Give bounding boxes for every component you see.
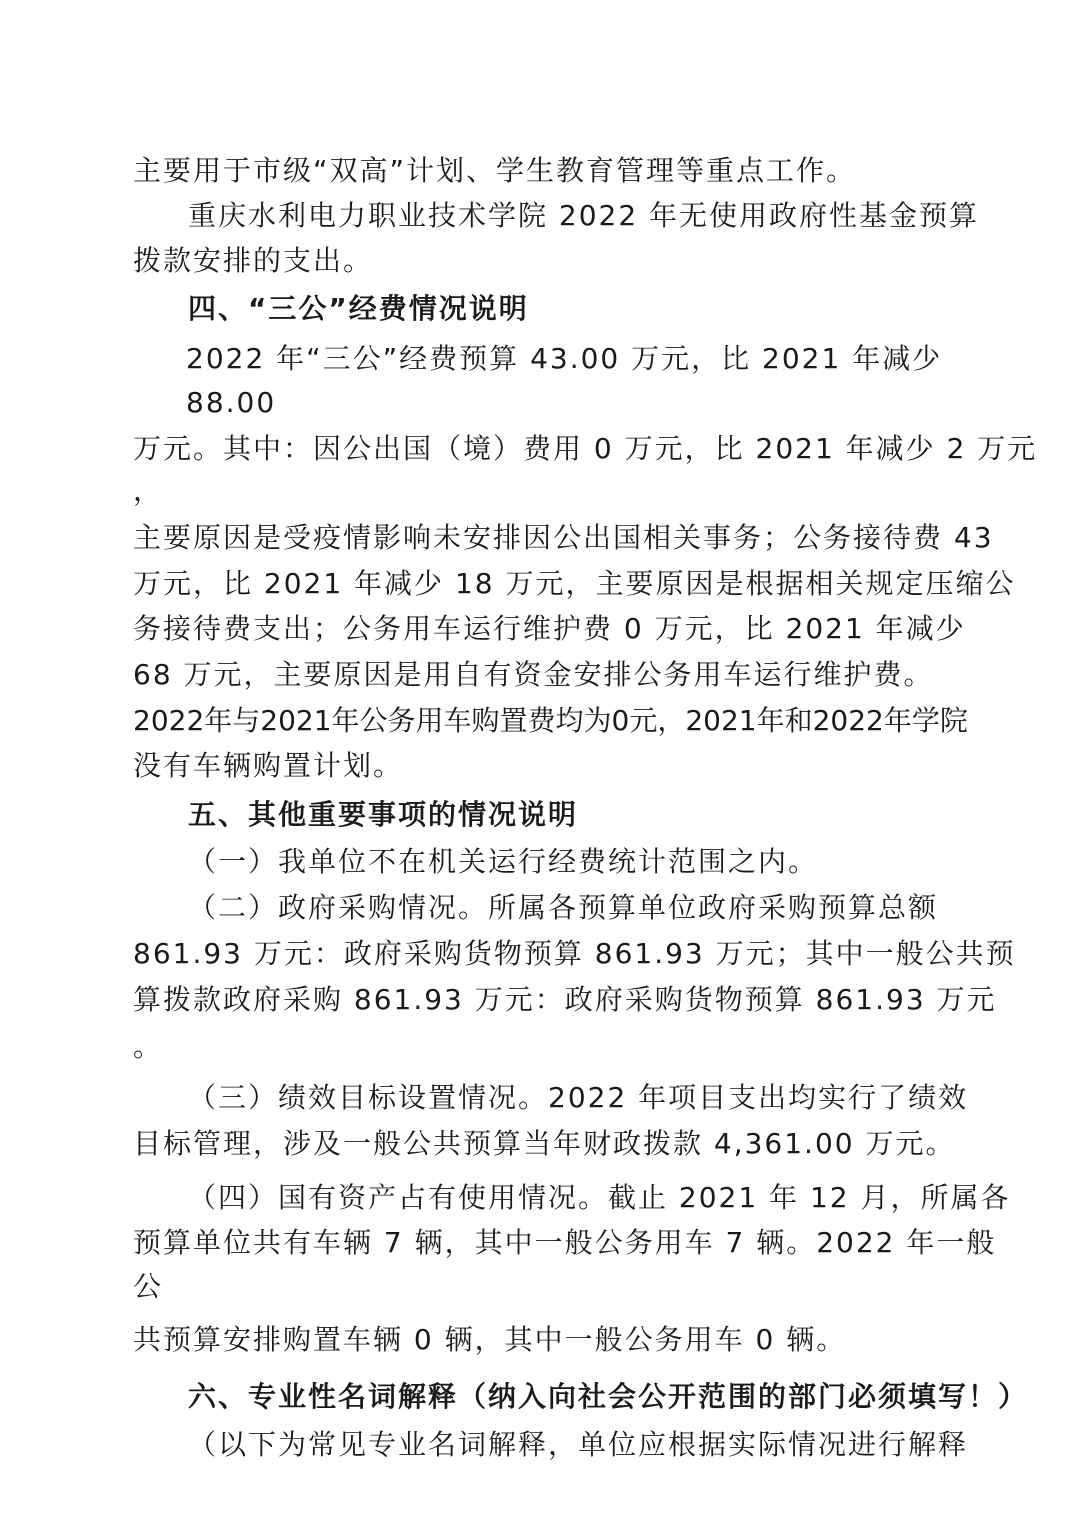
paragraph-line: 目标管理，涉及一般公共预算当年财政拨款 4,361.00 万元。 xyxy=(133,1127,956,1160)
paragraph-line: 务接待费支出；公务用车运行维护费 0 万元，比 2021 年减少 xyxy=(133,612,966,645)
paragraph-line: ， xyxy=(133,474,164,507)
paragraph-line: 88.00 xyxy=(186,386,277,419)
section-heading-6: 六、专业性名词解释（纳入向社会公开范围的部门必须填写！） xyxy=(188,1380,1029,1413)
paragraph-line: 算拨款政府采购 861.93 万元：政府采购货物预算 861.93 万元 xyxy=(133,983,997,1016)
paragraph-line: 861.93 万元：政府采购货物预算 861.93 万元；其中一般公共预 xyxy=(133,937,1016,970)
paragraph-line: 重庆水利电力职业技术学院 2022 年无使用政府性基金预算 xyxy=(188,199,980,232)
paragraph-line: 共预算安排购置车辆 0 辆，其中一般公务用车 0 辆。 xyxy=(133,1323,847,1356)
paragraph-line: （以下为常见专业名词解释，单位应根据实际情况进行解释 xyxy=(188,1428,969,1461)
section-heading-4: 四、“三公”经费情况说明 xyxy=(188,292,529,325)
paragraph-line: （三）绩效目标设置情况。2022 年项目支出均实行了绩效 xyxy=(188,1081,969,1114)
paragraph-line: 拨款安排的支出。 xyxy=(133,244,374,277)
paragraph-line: 68 万元，主要原因是用自有资金安排公务用车运行维护费。 xyxy=(133,658,934,691)
paragraph-line: 2022 年“三公”经费预算 43.00 万元，比 2021 年减少 xyxy=(186,342,943,375)
paragraph-line: 万元。其中：因公出国（境）费用 0 万元，比 2021 年减少 2 万元 xyxy=(133,432,1038,465)
paragraph-line: 。 xyxy=(133,1030,164,1063)
paragraph-line: 预算单位共有车辆 7 辆，其中一般公务用车 7 辆。2022 年一般 xyxy=(133,1226,997,1259)
paragraph-line: （四）国有资产占有使用情况。截止 2021 年 12 月，所属各 xyxy=(188,1181,1011,1214)
paragraph-line: 2022年与2021年公务用车购置费均为0元，2021年和2022年学院 xyxy=(133,704,968,737)
paragraph-line: 没有车辆购置计划。 xyxy=(133,749,404,782)
paragraph-line: （一）我单位不在机关运行经费统计范围之内。 xyxy=(188,845,819,878)
paragraph-line: （二）政府采购情况。所属各预算单位政府采购预算总额 xyxy=(188,891,939,924)
paragraph-line: 公 xyxy=(133,1270,164,1303)
paragraph-line: 主要用于市级“双高”计划、学生教育管理等重点工作。 xyxy=(133,154,857,187)
paragraph-line: 主要原因是受疫情影响未安排因公出国相关事务；公务接待费 43 xyxy=(133,521,994,554)
section-heading-5: 五、其他重要事项的情况说明 xyxy=(188,798,579,831)
paragraph-line: 万元，比 2021 年减少 18 万元，主要原因是根据相关规定压缩公 xyxy=(133,567,1016,600)
